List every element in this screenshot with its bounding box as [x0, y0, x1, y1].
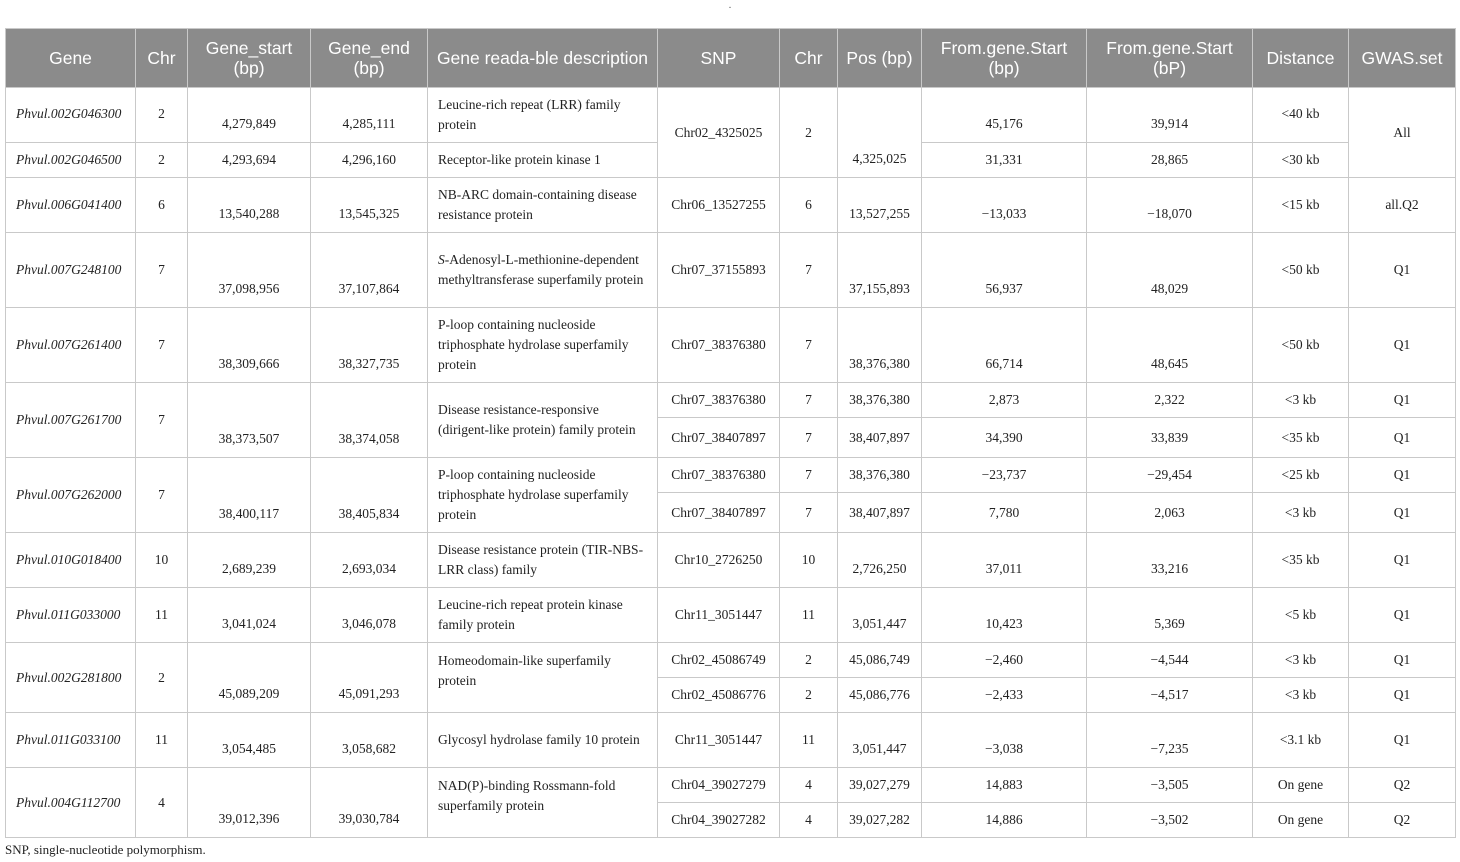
top-mark: . [728, 0, 732, 11]
pos-cell: 39,027,279 [838, 768, 922, 803]
header-gwas-set: GWAS.set [1349, 29, 1456, 88]
snp-cell: Chr04_39027279 [658, 768, 780, 803]
from-start-cell: 10,423 [922, 588, 1087, 643]
distance-cell: <40 kb [1253, 88, 1349, 143]
gene-start-cell: 39,012,396 [188, 768, 311, 838]
from-start-cell: 66,714 [922, 308, 1087, 383]
from-start-cell: −23,737 [922, 458, 1087, 493]
from-start-2-cell: −4,517 [1087, 678, 1253, 713]
snp-chr-cell: 7 [780, 493, 838, 533]
distance-cell: <30 kb [1253, 143, 1349, 178]
table-row [6, 383, 1456, 418]
snp-cell: Chr07_38376380 [658, 383, 780, 418]
from-start-cell: −13,033 [922, 178, 1087, 233]
snp-cell: Chr02_45086776 [658, 678, 780, 713]
distance-cell: <3 kb [1253, 383, 1349, 418]
from-start-cell: 7,780 [922, 493, 1087, 533]
gene-end-cell: 37,107,864 [311, 233, 428, 308]
table-row [6, 233, 1456, 308]
table-row [6, 458, 1456, 493]
snp-chr-cell: 7 [780, 308, 838, 383]
gene-start-cell: 3,054,485 [188, 713, 311, 768]
header-row [6, 29, 1456, 88]
distance-cell: <3 kb [1253, 643, 1349, 678]
pos-cell: 45,086,776 [838, 678, 922, 713]
pos-cell: 38,407,897 [838, 493, 922, 533]
from-start-2-cell: −3,505 [1087, 768, 1253, 803]
from-start-2-cell: 2,063 [1087, 493, 1253, 533]
description-cell: Glycosyl hydrolase family 10 protein [428, 713, 658, 768]
distance-cell: <35 kb [1253, 418, 1349, 458]
gene-id: Phvul.002G046300 [6, 88, 136, 143]
snp-chr-cell: 2 [780, 643, 838, 678]
gene-id: Phvul.011G033000 [6, 588, 136, 643]
from-start-2-cell: −4,544 [1087, 643, 1253, 678]
chr-cell: 7 [136, 233, 188, 308]
chr-cell: 2 [136, 143, 188, 178]
description-italic-prefix: S [438, 252, 445, 267]
gwas-cell: Q1 [1349, 308, 1456, 383]
chr-cell: 7 [136, 383, 188, 458]
gene-snp-table [5, 28, 1456, 838]
pos-cell: 37,155,893 [838, 233, 922, 308]
from-start-cell: −2,433 [922, 678, 1087, 713]
gene-id: Phvul.004G112700 [6, 768, 136, 838]
from-start-2-cell: 28,865 [1087, 143, 1253, 178]
from-start-2-cell: 33,839 [1087, 418, 1253, 458]
pos-cell: 38,376,380 [838, 458, 922, 493]
header-snp-chr: Chr [780, 29, 838, 88]
from-start-cell: −2,460 [922, 643, 1087, 678]
from-start-2-cell: −29,454 [1087, 458, 1253, 493]
gwas-cell: Q1 [1349, 493, 1456, 533]
pos-cell: 45,086,749 [838, 643, 922, 678]
gene-end-cell: 4,285,111 [311, 88, 428, 143]
header-from-gene-start-2: From.gene.Start (bP) [1087, 29, 1253, 88]
gene-start-cell: 4,279,849 [188, 88, 311, 143]
snp-cell: Chr07_38407897 [658, 493, 780, 533]
from-start-2-cell: −18,070 [1087, 178, 1253, 233]
chr-cell: 2 [136, 88, 188, 143]
gwas-cell: all.Q2 [1349, 178, 1456, 233]
chr-cell: 10 [136, 533, 188, 588]
snp-chr-cell: 7 [780, 383, 838, 418]
snp-cell: Chr07_38376380 [658, 458, 780, 493]
gene-id: Phvul.002G281800 [6, 643, 136, 713]
chr-cell: 11 [136, 713, 188, 768]
from-start-2-cell: 5,369 [1087, 588, 1253, 643]
table-footnote: SNP, single-nucleotide polymorphism. [5, 842, 206, 857]
snp-cell: Chr07_37155893 [658, 233, 780, 308]
description-cell: P-loop containing nucleoside triphosphate hydrolase superfamily protein [428, 458, 658, 533]
description-cell: Disease resistance protein (TIR-NBS-LRR class) family [428, 533, 658, 588]
gene-start-cell: 38,400,117 [188, 458, 311, 533]
gene-start-cell: 38,309,666 [188, 308, 311, 383]
snp-cell: Chr02_45086749 [658, 643, 780, 678]
distance-cell: On gene [1253, 768, 1349, 803]
gwas-cell: Q2 [1349, 768, 1456, 803]
from-start-cell: 14,886 [922, 803, 1087, 838]
gwas-cell: Q1 [1349, 383, 1456, 418]
gwas-cell: Q1 [1349, 588, 1456, 643]
snp-chr-cell: 11 [780, 713, 838, 768]
description-cell: Leucine-rich repeat (LRR) family protein [428, 88, 658, 143]
gene-start-cell: 45,089,209 [188, 643, 311, 713]
distance-cell: <3 kb [1253, 678, 1349, 713]
from-start-2-cell: −3,502 [1087, 803, 1253, 838]
pos-cell: 4,325,025 [838, 88, 922, 178]
gene-start-cell: 37,098,956 [188, 233, 311, 308]
description-cell: Leucine-rich repeat protein kinase family protein [428, 588, 658, 643]
gene-end-cell: 3,046,078 [311, 588, 428, 643]
snp-chr-cell: 7 [780, 418, 838, 458]
gwas-cell: Q1 [1349, 678, 1456, 713]
description-cell: Disease resistance-responsive (dirigent-like protein) family protein [428, 383, 658, 458]
from-start-cell: 14,883 [922, 768, 1087, 803]
gene-end-cell: 2,693,034 [311, 533, 428, 588]
distance-cell: <50 kb [1253, 233, 1349, 308]
description-text: -Adenosyl-L-methionine-dependent methyltransferase superfamily protein [438, 252, 644, 287]
table-row [6, 178, 1456, 233]
gene-start-cell: 3,041,024 [188, 588, 311, 643]
header-snp: SNP [658, 29, 780, 88]
gwas-cell: All [1349, 88, 1456, 178]
from-start-cell: 31,331 [922, 143, 1087, 178]
from-start-2-cell: 48,029 [1087, 233, 1253, 308]
table-row [6, 88, 1456, 143]
chr-cell: 6 [136, 178, 188, 233]
distance-cell: On gene [1253, 803, 1349, 838]
snp-chr-cell: 6 [780, 178, 838, 233]
from-start-2-cell: 33,216 [1087, 533, 1253, 588]
header-pos: Pos (bp) [838, 29, 922, 88]
gene-start-cell: 4,293,694 [188, 143, 311, 178]
header-gene: Gene [6, 29, 136, 88]
header-chr: Chr [136, 29, 188, 88]
from-start-cell: 56,937 [922, 233, 1087, 308]
gene-id: Phvul.007G261700 [6, 383, 136, 458]
gene-id: Phvul.010G018400 [6, 533, 136, 588]
from-start-2-cell: −7,235 [1087, 713, 1253, 768]
snp-cell: Chr06_13527255 [658, 178, 780, 233]
header-distance: Distance [1253, 29, 1349, 88]
snp-chr-cell: 11 [780, 588, 838, 643]
snp-cell: Chr11_3051447 [658, 588, 780, 643]
snp-cell: Chr02_4325025 [658, 88, 780, 178]
gene-end-cell: 4,296,160 [311, 143, 428, 178]
gene-id: Phvul.007G262000 [6, 458, 136, 533]
table-row [6, 643, 1456, 678]
header-description: Gene reada-ble description [428, 29, 658, 88]
chr-cell: 7 [136, 308, 188, 383]
gwas-cell: Q1 [1349, 458, 1456, 493]
from-start-2-cell: 2,322 [1087, 383, 1253, 418]
snp-cell: Chr10_2726250 [658, 533, 780, 588]
table-row [6, 308, 1456, 383]
distance-cell: <3.1 kb [1253, 713, 1349, 768]
pos-cell: 13,527,255 [838, 178, 922, 233]
snp-chr-cell: 2 [780, 88, 838, 178]
snp-cell: Chr11_3051447 [658, 713, 780, 768]
snp-cell: Chr04_39027282 [658, 803, 780, 838]
distance-cell: <15 kb [1253, 178, 1349, 233]
gene-start-cell: 13,540,288 [188, 178, 311, 233]
pos-cell: 38,376,380 [838, 383, 922, 418]
description-cell: NAD(P)-binding Rossmann-fold superfamily protein [428, 768, 658, 838]
distance-cell: <25 kb [1253, 458, 1349, 493]
gene-end-cell: 38,327,735 [311, 308, 428, 383]
table-row [6, 533, 1456, 588]
description-cell: NB-ARC domain-containing disease resistance protein [428, 178, 658, 233]
pos-cell: 3,051,447 [838, 588, 922, 643]
description-cell: P-loop containing nucleoside triphosphate hydrolase superfamily protein [428, 308, 658, 383]
description-cell: Homeodomain-like superfamily protein [428, 643, 658, 713]
description-cell [428, 233, 658, 308]
table-row [6, 588, 1456, 643]
gene-end-cell: 13,545,325 [311, 178, 428, 233]
header-gene-end: Gene_end (bp) [311, 29, 428, 88]
from-start-cell: 34,390 [922, 418, 1087, 458]
from-start-2-cell: 39,914 [1087, 88, 1253, 143]
snp-cell: Chr07_38376380 [658, 308, 780, 383]
snp-chr-cell: 4 [780, 768, 838, 803]
gene-start-cell: 2,689,239 [188, 533, 311, 588]
gene-end-cell: 45,091,293 [311, 643, 428, 713]
gene-id: Phvul.002G046500 [6, 143, 136, 178]
table-row [6, 713, 1456, 768]
pos-cell: 3,051,447 [838, 713, 922, 768]
distance-cell: <3 kb [1253, 493, 1349, 533]
gene-end-cell: 3,058,682 [311, 713, 428, 768]
description-cell: Receptor-like protein kinase 1 [428, 143, 658, 178]
snp-chr-cell: 7 [780, 233, 838, 308]
gene-id: Phvul.011G033100 [6, 713, 136, 768]
gwas-cell: Q1 [1349, 533, 1456, 588]
snp-chr-cell: 2 [780, 678, 838, 713]
pos-cell: 2,726,250 [838, 533, 922, 588]
snp-chr-cell: 10 [780, 533, 838, 588]
gwas-cell: Q1 [1349, 418, 1456, 458]
chr-cell: 11 [136, 588, 188, 643]
from-start-cell: 37,011 [922, 533, 1087, 588]
from-start-cell: −3,038 [922, 713, 1087, 768]
gene-id: Phvul.007G261400 [6, 308, 136, 383]
chr-cell: 4 [136, 768, 188, 838]
gene-end-cell: 39,030,784 [311, 768, 428, 838]
gwas-cell: Q1 [1349, 713, 1456, 768]
from-start-cell: 45,176 [922, 88, 1087, 143]
from-start-2-cell: 48,645 [1087, 308, 1253, 383]
gene-end-cell: 38,405,834 [311, 458, 428, 533]
gwas-cell: Q1 [1349, 643, 1456, 678]
chr-cell: 2 [136, 643, 188, 713]
from-start-cell: 2,873 [922, 383, 1087, 418]
header-gene-start: Gene_start (bp) [188, 29, 311, 88]
distance-cell: <50 kb [1253, 308, 1349, 383]
table-row [6, 768, 1456, 803]
chr-cell: 7 [136, 458, 188, 533]
snp-cell: Chr07_38407897 [658, 418, 780, 458]
pos-cell: 39,027,282 [838, 803, 922, 838]
header-from-gene-start: From.gene.Start (bp) [922, 29, 1087, 88]
snp-chr-cell: 4 [780, 803, 838, 838]
distance-cell: <5 kb [1253, 588, 1349, 643]
gene-id: Phvul.007G248100 [6, 233, 136, 308]
pos-cell: 38,376,380 [838, 308, 922, 383]
gene-end-cell: 38,374,058 [311, 383, 428, 458]
distance-cell: <35 kb [1253, 533, 1349, 588]
gene-start-cell: 38,373,507 [188, 383, 311, 458]
gene-id: Phvul.006G041400 [6, 178, 136, 233]
gwas-cell: Q1 [1349, 233, 1456, 308]
snp-chr-cell: 7 [780, 458, 838, 493]
pos-cell: 38,407,897 [838, 418, 922, 458]
gwas-cell: Q2 [1349, 803, 1456, 838]
